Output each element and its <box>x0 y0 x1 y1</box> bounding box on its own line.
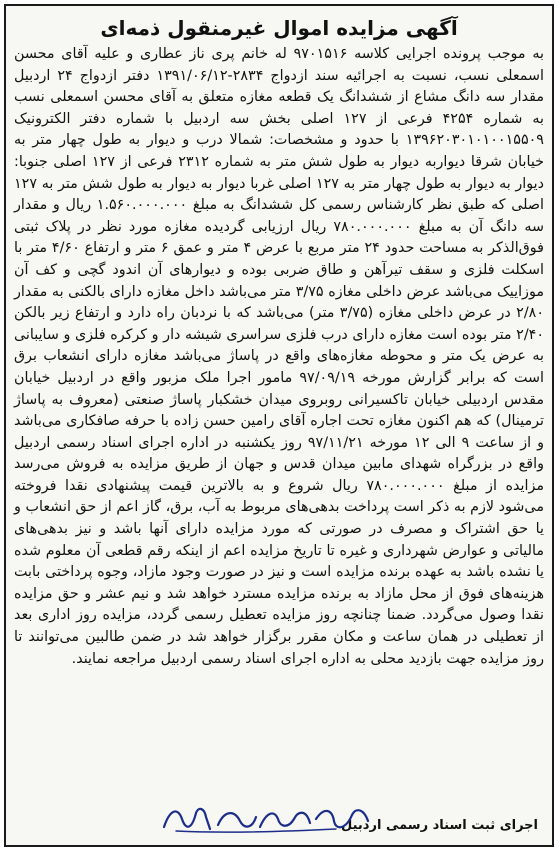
notice-paragraph: به موجب پرونده اجرایی کلاسه ۹۷۰۱۵۱۶ له خانم پری ناز عطاری و علیه آقای محسن اسمعلی نسب، نسبت به اجرائیه سند ازدواج ۲۸۳۴-۱۳۹۱/۰۶/۱۲ دفتر ازدواج ۲۴ اردبیل مقدار سه دانگ مشاع از ششدانگ یک قطعه مغازه متعلق به آقای محسن اسمعلی نسب به شماره ۴۲۵۴ فرعی از ۱۲۷ اصلی بخش سه اردبیل با شماره دفتر الکترونیک ۱۳۹۶۲۰۳۰۱۰۱۰۰۱۵۵۰۹ با حدود و مشخصات: شمالا درب و دیوار به طول چهار متر به خیابان شرقا دیواربه دیوار به طول شش متر به شماره ۲۳۱۲ فرعی از ۱۲۷ اصلی جنوبا: دیوار به دیوار به طول چهار متر به ۱۲۷ اصلی غربا دیوار به دیوار به طول شش متر به ۱۲۷ اصلی که طبق نظر کارشناس رسمی کل ششدانگ به مبلغ ۱.۵۶۰.۰۰۰.۰۰۰ ریال و مقدار سه دانگ آن به مبلغ ۷۸۰.۰۰۰.۰۰۰ ریال ارزیابی گردیده مغازه مورد نظر در پلاک ثبتی فوق‌الذکر به مساحت حدود ۲۴ متر مربع با عرض ۴ متر و عمق ۶ متر و ارتفاع ۴/۶۰ متر با اسکلت فلزی و سقف تیرآهن و طاق ضربی بوده و دیوارهای آن اندود گچی و کف آن موزاییک می‌باشد عرض داخلی مغازه ۳/۷۵ متر می‌باشد داخل مغازه دارای بالکنی به مقدار ۲/۸۰ در عرض داخلی مغازه (۳/۷۵ متر) می‌باشد که با نردبان راه دارد و ارتفاع زیر بالکن ۲/۴۰ متر بوده است مغازه دارای درب فلزی سراسری شیشه دار و کرکره فلزی و سایبانی به عرض یک متر و محوطه مغازه‌های واقع در پاساژ می‌باشد مغازه دارای انشعاب برق است که برابر گزارش مورخه ۹۷/۰۹/۱۹ مامور اجرا ملک مزبور واقع در اردبیل خیابان مقدس اردبیلی خیابان تاکسیرانی روبروی میدان خشکبار پاساژ صنعتی (معروف به پاساژ ترمینال) که هم اکنون مغازه تحت اجاره آقای رامین حسن زاده با حرفه صافکاری می‌باشد و از ساعت ۹ الی ۱۲ مورخه ۹۷/۱۱/۲۱ روز یکشنبه در اداره اجرای اسناد رسمی اردبیل واقع در بزرگراه شهدای مابین میدان قدس و جهان از طریق مزایده به فروش می‌رسد مزایده از مبلغ ۷۸۰.۰۰۰.۰۰۰ ریال شروع و به بالاترین قیمت پیشنهادی نقدا فروخته می‌شود لازم به ذکر است پرداخت بدهی‌های مربوط به آب، برق، گاز اعم از حق انشعاب و یا حق اشتراک و مصرف در صورتی که مورد مزایده دارای آنها باشد و نیز بدهی‌های مالیاتی و عوارض شهرداری و غیره تا تاریخ مزایده اعم از اینکه رقم قطعی آن معلوم شده یا نشده باشد به عهده برنده مزایده است و نیز در صورت وجود مازاد، وجوه پرداختی بابت هزینه‌های فوق از محل مازاد به برنده مزایده مسترد خواهد شد و نیم عشر و حق مزایده نقدا وصول می‌گردد. ضمنا چنانچه روز مزایده تعطیل رسمی گردد، مزایده روز اداری بعد از تعطیلی در همان ساعت و مکان مقرر برگزار خواهد شد در ضمن طالبین می‌توانند تا روز مزایده جهت بازدید محلی به اداره اجرای اسناد رسمی اردبیل مراجعه نمایند. <box>14 46 545 667</box>
issuer-name: اجرای ثبت اسناد رسمی اردبیل <box>341 818 538 833</box>
signature-image <box>156 799 386 837</box>
notice-body <box>14 44 544 670</box>
notice-title: آگهی مزایده اموال غیرمنقول ذمه‌ای <box>100 16 458 40</box>
legal-notice <box>4 4 554 847</box>
notice-footer <box>6 799 552 839</box>
